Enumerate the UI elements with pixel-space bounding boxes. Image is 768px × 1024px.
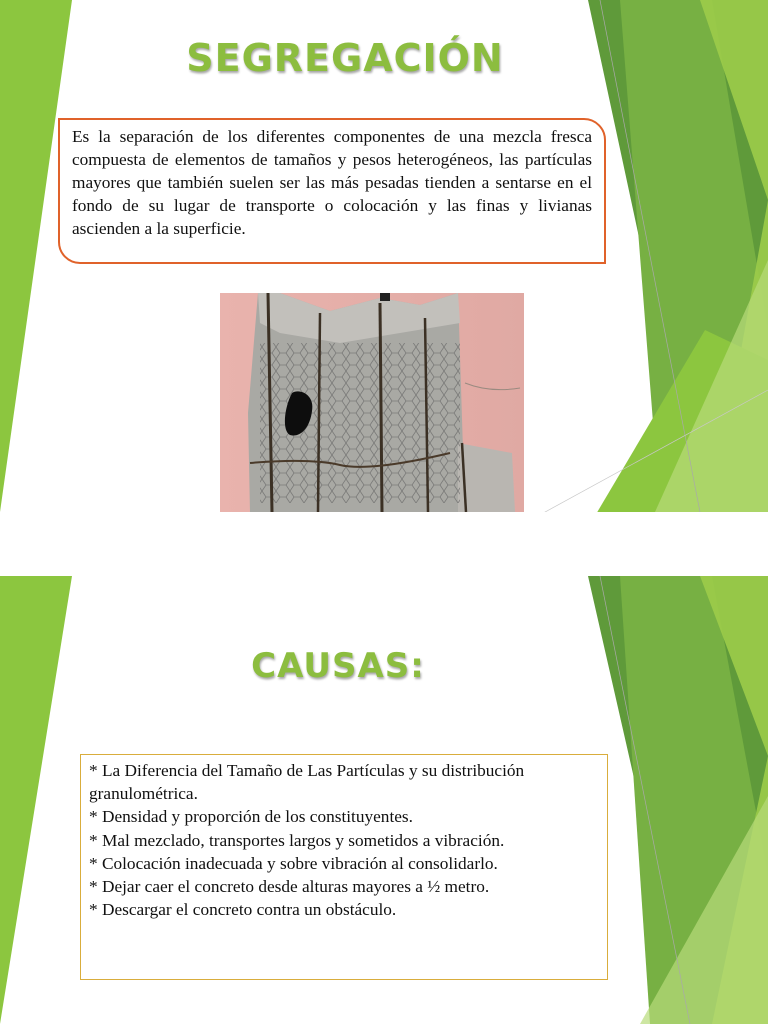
cause-item: * Descargar el concreto contra un obstáculo. xyxy=(89,900,397,920)
definition-text: Es la separación de los diferentes componentes de una mezcla fresca compuesta de elementos de tamaños y pesos heterogéneos, las partículas mayores que también suelen ser las más pesadas tienden a sentarse en el fondo de su lugar de transporte o colocación y las finas y livianas ascienden a la superficie. xyxy=(72,127,592,238)
section-title: CAUSAS: xyxy=(251,646,425,686)
slide-causas xyxy=(0,576,768,1024)
cause-item: * Densidad y proporción de los constituyentes. xyxy=(89,807,413,827)
cause-item: * La Diferencia del Tamaño de Las Partículas y su distribución granulométrica. xyxy=(89,761,525,804)
segregated-concrete-photo xyxy=(220,293,524,512)
causes-box xyxy=(80,754,608,980)
cause-item: * Mal mezclado, transportes largos y sometidos a vibración. xyxy=(89,830,505,850)
page-title: SEGREGACIÓN xyxy=(186,36,504,80)
cause-item: * Colocación inadecuada y sobre vibración al consolidarlo. xyxy=(89,853,498,873)
cause-item: * Dejar caer el concreto desde alturas mayores a ½ metro. xyxy=(89,877,490,897)
definition-box xyxy=(58,118,606,264)
